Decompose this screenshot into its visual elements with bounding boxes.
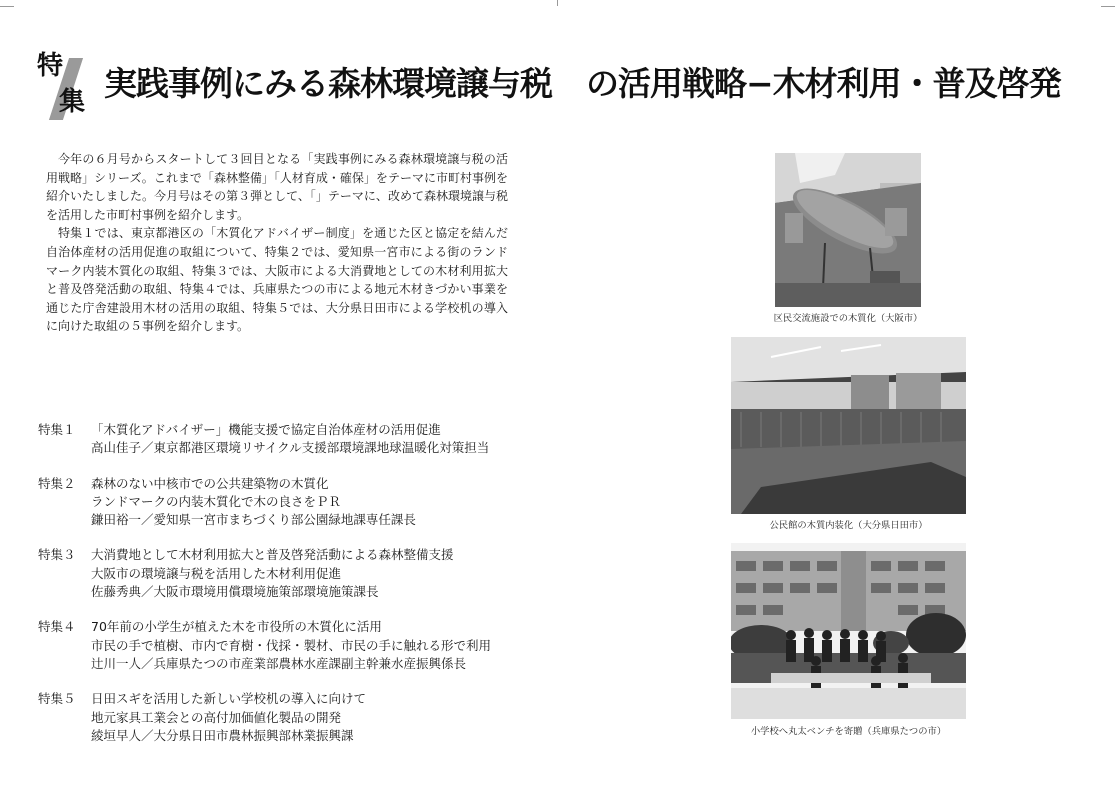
feature-number: 特集３ [38, 547, 76, 563]
page-title: 実践事例にみる森林環境譲与税 [104, 64, 552, 103]
feature-item [38, 618, 538, 673]
feature-number: 特集４ [38, 619, 76, 635]
badge-char: 集 [59, 87, 86, 117]
feature-author: 高山佳子／東京都港区環境リサイクル支援部環境課地球温暖化対策担当 [91, 440, 490, 456]
feature-headline: 70年前の小学生が植えた木を市役所の木質化に活用 [91, 619, 382, 635]
feature-item [38, 690, 538, 745]
crop-mark [0, 6, 14, 7]
feature-item [38, 421, 538, 458]
feature-number: 特集２ [38, 475, 76, 491]
crop-mark [557, 0, 558, 6]
photo-school-group [731, 543, 966, 719]
photo-caption: 公民館の木質内装化（大分県日田市） [769, 520, 928, 531]
crop-mark [1101, 6, 1115, 7]
feature-subheadline: ランドマークの内装木質化で木の良さをＰＲ [91, 493, 342, 509]
photo-caption: 区民交流施設での木質化（大阪市） [773, 313, 923, 324]
photo-wooden-table [775, 153, 921, 307]
feature-badge [37, 52, 99, 124]
feature-author: 辻川一人／兵庫県たつの市産業部農林水産課副主幹兼水産振興係長 [91, 655, 467, 671]
intro-paragraph: 特集１では、東京都港区の「木質化アドバイザー制度」を通じた区と協定を結んだ自治体産材の活用促進の取組について、特集２では、愛知県一宮市による街のランドマーク内装木質化の取組、特集３では、大阪市による大消費地としての木材利用拡大と普及啓発活動の取組、特集４では、兵庫県たつの市による地元木材きづかい事業を通じた庁舎建設用木材の活用の取組、特集５では、大分県日田市による学校机の導入に向けた取組の５事例を紹介します。 [46, 226, 508, 334]
feature-subheadline: 市民の手で植樹、市内で育樹・伐採・製材、市民の手に触れる形で利用 [91, 637, 492, 653]
page-title-continuation: の活用戦略−木材利用・普及啓発 [586, 64, 1061, 103]
feature-list [38, 421, 538, 762]
feature-number: 特集１ [38, 422, 76, 437]
photo-wooden-interior [731, 337, 966, 514]
photo-caption: 小学校へ丸太ベンチを寄贈（兵庫県たつの市） [750, 726, 947, 737]
feature-headline: 日田スギを活用した新しい学校机の導入に向けて [91, 691, 367, 707]
feature-headline: 森林のない中核市での公共建築物の木質化 [91, 475, 329, 491]
feature-author: 綾垣早人／大分県日田市農林振興部林業振興課 [91, 727, 354, 743]
feature-subheadline: 大阪市の環境譲与税を活用した木材利用促進 [91, 565, 342, 581]
intro-text [46, 150, 508, 336]
feature-item [38, 475, 538, 530]
feature-headline: 大消費地として木材利用拡大と普及啓発活動による森林整備支援 [91, 547, 454, 563]
intro-paragraph: 今年の６月号からスタートして３回目となる「実践事例にみる森林環境譲与税の活用戦略」シリーズ。これまで「森林整備」「人材育成・確保」をテーマに市町村事例を紹介いたしました。今月号はその第３弾として、「」テーマに、改めて森林環境譲与税を活用した市町村事例を紹介します。 [46, 152, 508, 222]
feature-subheadline: 地元家具工業会との高付加価値化製品の開発 [91, 709, 342, 725]
badge-char: 特 [37, 51, 64, 81]
feature-headline: 「木質化アドバイザー」機能支援で協定自治体産材の活用促進 [91, 422, 441, 437]
feature-number: 特集５ [38, 691, 76, 707]
feature-author: 鎌田裕一／愛知県一宮市まちづくり部公園緑地課専任課長 [91, 512, 416, 528]
feature-item [38, 546, 538, 601]
feature-author: 佐藤秀典／大阪市環境用償環境施策部環境施策課長 [91, 584, 379, 600]
